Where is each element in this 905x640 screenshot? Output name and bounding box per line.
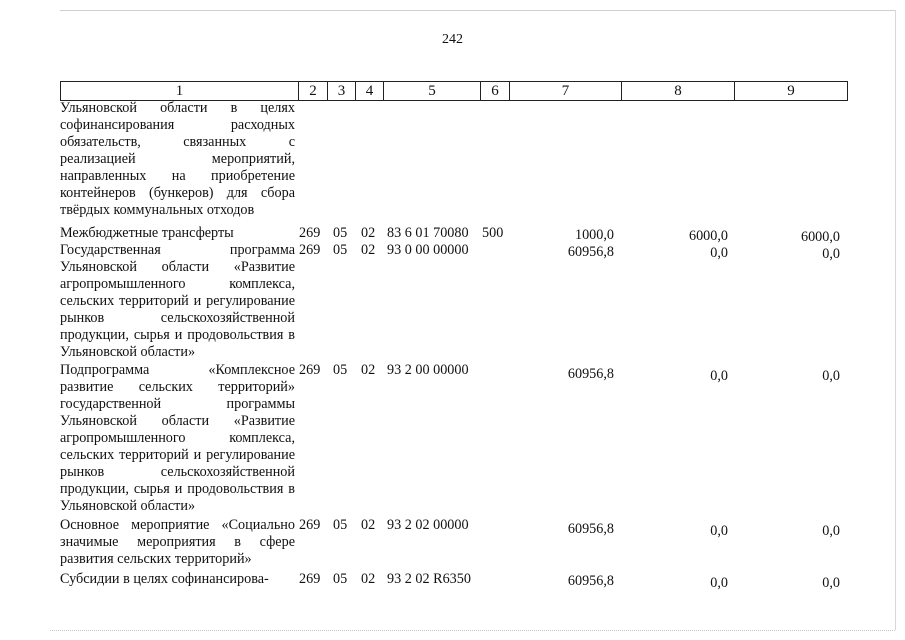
row-value-col7: 60956,8 [567, 573, 614, 589]
row-code-target: 93 0 00 00000 [387, 242, 469, 258]
column-header-3: 3 [328, 82, 356, 101]
column-header-8: 8 [622, 82, 735, 101]
row-code-section: 05 [333, 571, 348, 587]
column-header-4: 4 [356, 82, 384, 101]
row-value-col7: 60956,8 [567, 244, 614, 260]
row-code-subsection: 02 [361, 225, 376, 241]
row-code-ministry: 269 [299, 571, 321, 587]
row-value-col8: 0,0 [710, 245, 728, 261]
row-code-target: 93 2 00 00000 [387, 362, 469, 378]
page-number: 242 [442, 32, 463, 47]
column-header-7: 7 [510, 82, 622, 101]
row-value-col8: 6000,0 [688, 228, 728, 244]
scan-bottom-edge [50, 630, 895, 632]
row-code-ministry: 269 [299, 242, 321, 258]
column-header-6: 6 [481, 82, 510, 101]
row-name: Субсидии в целях софинансирова- [60, 571, 269, 587]
row-code-section: 05 [333, 225, 348, 241]
row-code-ministry: 269 [299, 225, 321, 241]
row-code-target: 93 2 02 R6350 [387, 571, 471, 587]
row-name: Межбюджетные трансферты [60, 225, 234, 241]
row-code-section: 05 [333, 517, 348, 533]
row-code-target: 83 6 01 70080 [387, 225, 469, 241]
page-top-edge [60, 10, 895, 11]
row-code-section: 05 [333, 242, 348, 258]
row-code-subsection: 02 [361, 362, 376, 378]
row-code-ministry: 269 [299, 517, 321, 533]
row-name: Ульяновской области в целях софинансирования расходных обязательств, связанных с реализацией мероприятий, направленных на приобретение контейнеров (бункеров) для сбора твёрдых коммунальных отходов [60, 100, 295, 218]
row-code-section: 05 [333, 362, 348, 378]
row-value-col7: 1000,0 [574, 227, 614, 243]
row-value-col9: 6000,0 [800, 229, 840, 245]
row-code-ministry: 269 [299, 362, 321, 378]
row-name: Основное мероприятие «Социально значимые мероприятия в сфере развития сельских территорий» [60, 517, 295, 567]
column-header-table [60, 81, 848, 101]
row-code-subsection: 02 [361, 242, 376, 258]
row-value-col8: 0,0 [710, 523, 728, 539]
column-header-1: 1 [61, 82, 299, 101]
row-value-col8: 0,0 [710, 368, 728, 384]
column-header-9: 9 [735, 82, 848, 101]
row-code-expense-type: 500 [482, 225, 504, 241]
row-value-col7: 60956,8 [567, 521, 614, 537]
page-right-edge [895, 10, 896, 630]
row-value-col9: 0,0 [822, 246, 840, 262]
column-header-2: 2 [299, 82, 328, 101]
row-value-col8: 0,0 [710, 575, 728, 591]
column-header-5: 5 [384, 82, 481, 101]
row-value-col9: 0,0 [822, 523, 840, 539]
row-name: Государственная программа Ульяновской области «Развитие агропромышленного комплекса, сельских территорий и регулирование рынков сельскохозяйственной продукции, сырья и продовольствия в Ульяновской области» [60, 242, 295, 360]
row-value-col9: 0,0 [822, 575, 840, 591]
column-header-row [61, 82, 848, 101]
row-code-target: 93 2 02 00000 [387, 517, 469, 533]
row-code-subsection: 02 [361, 571, 376, 587]
row-value-col7: 60956,8 [567, 366, 614, 382]
row-value-col9: 0,0 [822, 368, 840, 384]
row-name: Подпрограмма «Комплексное развитие сельских территорий» государственной программы Ульяновской области «Развитие агропромышленного комплекса, сельских территорий и регулирование рынков сельскохозяйственной продукции, сырья и продовольствия в Ульяновской области» [60, 362, 295, 514]
row-code-subsection: 02 [361, 517, 376, 533]
